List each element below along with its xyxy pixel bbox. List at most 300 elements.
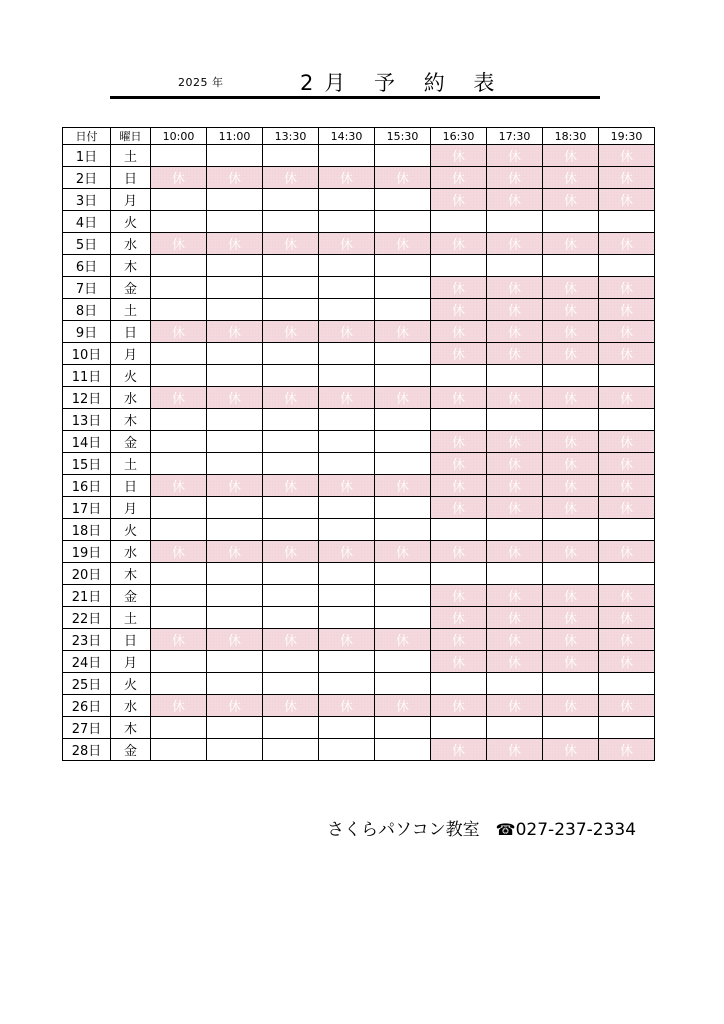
open-slot	[207, 189, 263, 211]
open-slot	[263, 651, 319, 673]
closed-slot: 休	[431, 541, 487, 563]
open-slot	[151, 189, 207, 211]
open-slot	[375, 409, 431, 431]
open-slot	[543, 717, 599, 739]
col-header-time: 18:30	[543, 128, 599, 145]
open-slot	[207, 563, 263, 585]
open-slot	[207, 299, 263, 321]
date-cell: 24日	[63, 651, 111, 673]
closed-slot: 休	[263, 387, 319, 409]
closed-slot: 休	[487, 541, 543, 563]
closed-slot: 休	[599, 585, 655, 607]
open-slot	[207, 519, 263, 541]
open-slot	[375, 651, 431, 673]
open-slot	[375, 255, 431, 277]
date-cell: 17日	[63, 497, 111, 519]
telephone-icon: ☎	[495, 820, 516, 839]
date-cell: 27日	[63, 717, 111, 739]
closed-slot: 休	[487, 299, 543, 321]
open-slot	[263, 585, 319, 607]
weekday-cell: 水	[111, 387, 151, 409]
open-slot	[375, 497, 431, 519]
open-slot	[487, 409, 543, 431]
weekday-cell: 木	[111, 717, 151, 739]
closed-slot: 休	[543, 497, 599, 519]
closed-slot: 休	[599, 387, 655, 409]
closed-slot: 休	[543, 189, 599, 211]
open-slot	[319, 607, 375, 629]
open-slot	[599, 211, 655, 233]
footer	[327, 815, 636, 840]
weekday-cell: 土	[111, 299, 151, 321]
closed-slot: 休	[487, 629, 543, 651]
open-slot	[263, 211, 319, 233]
table-row	[63, 739, 655, 761]
open-slot	[487, 519, 543, 541]
open-slot	[375, 585, 431, 607]
closed-slot: 休	[487, 189, 543, 211]
open-slot	[151, 717, 207, 739]
closed-slot: 休	[431, 629, 487, 651]
date-cell: 6日	[63, 255, 111, 277]
closed-slot: 休	[431, 475, 487, 497]
closed-slot: 休	[599, 475, 655, 497]
col-header-time: 14:30	[319, 128, 375, 145]
col-header-time: 11:00	[207, 128, 263, 145]
closed-slot: 休	[487, 651, 543, 673]
closed-slot: 休	[487, 585, 543, 607]
closed-slot: 休	[487, 431, 543, 453]
weekday-cell: 月	[111, 497, 151, 519]
open-slot	[207, 365, 263, 387]
open-slot	[487, 717, 543, 739]
table-row	[63, 365, 655, 387]
closed-slot: 休	[319, 167, 375, 189]
open-slot	[543, 255, 599, 277]
open-slot	[543, 409, 599, 431]
weekday-cell: 水	[111, 541, 151, 563]
date-cell: 13日	[63, 409, 111, 431]
closed-slot: 休	[543, 739, 599, 761]
weekday-cell: 土	[111, 453, 151, 475]
date-cell: 11日	[63, 365, 111, 387]
open-slot	[319, 299, 375, 321]
open-slot	[431, 409, 487, 431]
date-cell: 23日	[63, 629, 111, 651]
open-slot	[319, 497, 375, 519]
closed-slot: 休	[599, 167, 655, 189]
open-slot	[207, 145, 263, 167]
weekday-cell: 木	[111, 563, 151, 585]
open-slot	[319, 189, 375, 211]
open-slot	[151, 255, 207, 277]
closed-slot: 休	[543, 343, 599, 365]
weekday-cell: 金	[111, 585, 151, 607]
open-slot	[375, 145, 431, 167]
open-slot	[207, 739, 263, 761]
open-slot	[319, 277, 375, 299]
table-row	[63, 431, 655, 453]
closed-slot: 休	[151, 475, 207, 497]
closed-slot: 休	[543, 299, 599, 321]
open-slot	[263, 739, 319, 761]
closed-slot: 休	[431, 145, 487, 167]
open-slot	[319, 343, 375, 365]
open-slot	[487, 365, 543, 387]
closed-slot: 休	[263, 695, 319, 717]
weekday-cell: 土	[111, 607, 151, 629]
closed-slot: 休	[543, 629, 599, 651]
open-slot	[375, 717, 431, 739]
closed-slot: 休	[431, 695, 487, 717]
open-slot	[151, 145, 207, 167]
open-slot	[487, 211, 543, 233]
closed-slot: 休	[263, 475, 319, 497]
open-slot	[319, 145, 375, 167]
closed-slot: 休	[151, 541, 207, 563]
open-slot	[431, 519, 487, 541]
closed-slot: 休	[151, 233, 207, 255]
weekday-cell: 火	[111, 365, 151, 387]
title-underline	[110, 96, 600, 99]
open-slot	[151, 211, 207, 233]
date-cell: 26日	[63, 695, 111, 717]
date-cell: 9日	[63, 321, 111, 343]
open-slot	[599, 673, 655, 695]
col-header-time: 10:00	[151, 128, 207, 145]
phone-number: 027-237-2334	[515, 820, 637, 840]
open-slot	[599, 519, 655, 541]
weekday-cell: 火	[111, 211, 151, 233]
open-slot	[151, 409, 207, 431]
open-slot	[319, 431, 375, 453]
table-row	[63, 563, 655, 585]
open-slot	[543, 563, 599, 585]
closed-slot: 休	[543, 321, 599, 343]
closed-slot: 休	[599, 277, 655, 299]
open-slot	[375, 739, 431, 761]
closed-slot: 休	[375, 387, 431, 409]
open-slot	[263, 365, 319, 387]
closed-slot: 休	[543, 607, 599, 629]
closed-slot: 休	[599, 233, 655, 255]
table-row	[63, 145, 655, 167]
weekday-cell: 日	[111, 167, 151, 189]
closed-slot: 休	[543, 145, 599, 167]
weekday-cell: 月	[111, 189, 151, 211]
closed-slot: 休	[431, 189, 487, 211]
date-cell: 8日	[63, 299, 111, 321]
open-slot	[151, 453, 207, 475]
closed-slot: 休	[599, 497, 655, 519]
date-cell: 20日	[63, 563, 111, 585]
open-slot	[375, 189, 431, 211]
closed-slot: 休	[431, 277, 487, 299]
closed-slot: 休	[487, 695, 543, 717]
weekday-cell: 木	[111, 255, 151, 277]
open-slot	[263, 299, 319, 321]
closed-slot: 休	[599, 431, 655, 453]
date-cell: 19日	[63, 541, 111, 563]
date-cell: 2日	[63, 167, 111, 189]
weekday-cell: 火	[111, 519, 151, 541]
open-slot	[263, 453, 319, 475]
date-cell: 14日	[63, 431, 111, 453]
closed-slot: 休	[431, 497, 487, 519]
weekday-cell: 日	[111, 475, 151, 497]
open-slot	[599, 255, 655, 277]
open-slot	[151, 431, 207, 453]
date-cell: 1日	[63, 145, 111, 167]
table-row	[63, 189, 655, 211]
open-slot	[263, 409, 319, 431]
table-row	[63, 255, 655, 277]
closed-slot: 休	[431, 651, 487, 673]
open-slot	[263, 431, 319, 453]
open-slot	[431, 365, 487, 387]
open-slot	[207, 431, 263, 453]
open-slot	[599, 409, 655, 431]
closed-slot: 休	[599, 321, 655, 343]
table-row	[63, 211, 655, 233]
closed-slot: 休	[431, 739, 487, 761]
closed-slot: 休	[487, 145, 543, 167]
open-slot	[319, 453, 375, 475]
closed-slot: 休	[319, 541, 375, 563]
open-slot	[431, 563, 487, 585]
open-slot	[319, 409, 375, 431]
open-slot	[543, 519, 599, 541]
closed-slot: 休	[431, 343, 487, 365]
col-header-weekday: 曜日	[111, 128, 151, 145]
closed-slot: 休	[599, 145, 655, 167]
school-name: さくらパソコン教室	[327, 820, 480, 840]
open-slot	[319, 211, 375, 233]
closed-slot: 休	[207, 695, 263, 717]
closed-slot: 休	[207, 629, 263, 651]
closed-slot: 休	[151, 167, 207, 189]
weekday-cell: 火	[111, 673, 151, 695]
open-slot	[319, 585, 375, 607]
open-slot	[375, 343, 431, 365]
open-slot	[151, 497, 207, 519]
closed-slot: 休	[151, 321, 207, 343]
open-slot	[599, 365, 655, 387]
closed-slot: 休	[487, 475, 543, 497]
closed-slot: 休	[487, 167, 543, 189]
open-slot	[151, 563, 207, 585]
closed-slot: 休	[207, 167, 263, 189]
open-slot	[375, 365, 431, 387]
closed-slot: 休	[543, 233, 599, 255]
table-row	[63, 475, 655, 497]
weekday-cell: 木	[111, 409, 151, 431]
closed-slot: 休	[263, 233, 319, 255]
closed-slot: 休	[599, 299, 655, 321]
table-row	[63, 299, 655, 321]
open-slot	[151, 519, 207, 541]
open-slot	[263, 189, 319, 211]
closed-slot: 休	[319, 233, 375, 255]
page-title: 2月 予 約 表	[300, 71, 506, 95]
closed-slot: 休	[207, 233, 263, 255]
open-slot	[375, 673, 431, 695]
closed-slot: 休	[599, 541, 655, 563]
closed-slot: 休	[151, 387, 207, 409]
table-row	[63, 321, 655, 343]
open-slot	[207, 453, 263, 475]
closed-slot: 休	[599, 453, 655, 475]
date-cell: 16日	[63, 475, 111, 497]
closed-slot: 休	[375, 321, 431, 343]
closed-slot: 休	[263, 629, 319, 651]
date-cell: 22日	[63, 607, 111, 629]
weekday-cell: 日	[111, 321, 151, 343]
open-slot	[151, 585, 207, 607]
table-row	[63, 343, 655, 365]
closed-slot: 休	[431, 431, 487, 453]
closed-slot: 休	[543, 167, 599, 189]
table-row	[63, 233, 655, 255]
table-row	[63, 585, 655, 607]
open-slot	[207, 717, 263, 739]
open-slot	[263, 673, 319, 695]
open-slot	[263, 255, 319, 277]
closed-slot: 休	[487, 497, 543, 519]
open-slot	[319, 717, 375, 739]
closed-slot: 休	[487, 277, 543, 299]
closed-slot: 休	[375, 695, 431, 717]
open-slot	[151, 299, 207, 321]
closed-slot: 休	[207, 321, 263, 343]
closed-slot: 休	[263, 541, 319, 563]
open-slot	[263, 607, 319, 629]
open-slot	[319, 739, 375, 761]
closed-slot: 休	[151, 629, 207, 651]
weekday-cell: 金	[111, 431, 151, 453]
open-slot	[487, 563, 543, 585]
open-slot	[375, 607, 431, 629]
table-row	[63, 541, 655, 563]
open-slot	[151, 739, 207, 761]
open-slot	[263, 519, 319, 541]
col-header-time: 19:30	[599, 128, 655, 145]
closed-slot: 休	[431, 387, 487, 409]
open-slot	[543, 211, 599, 233]
closed-slot: 休	[599, 739, 655, 761]
closed-slot: 休	[599, 607, 655, 629]
closed-slot: 休	[543, 475, 599, 497]
closed-slot: 休	[431, 453, 487, 475]
closed-slot: 休	[375, 629, 431, 651]
weekday-cell: 金	[111, 277, 151, 299]
closed-slot: 休	[207, 387, 263, 409]
date-cell: 25日	[63, 673, 111, 695]
closed-slot: 休	[263, 321, 319, 343]
date-cell: 10日	[63, 343, 111, 365]
open-slot	[431, 255, 487, 277]
table-row	[63, 695, 655, 717]
col-header-date: 日付	[63, 128, 111, 145]
weekday-cell: 月	[111, 343, 151, 365]
open-slot	[599, 717, 655, 739]
closed-slot: 休	[487, 233, 543, 255]
closed-slot: 休	[543, 453, 599, 475]
closed-slot: 休	[543, 585, 599, 607]
table-row	[63, 717, 655, 739]
weekday-cell: 金	[111, 739, 151, 761]
closed-slot: 休	[375, 233, 431, 255]
open-slot	[207, 343, 263, 365]
weekday-cell: 水	[111, 695, 151, 717]
closed-slot: 休	[431, 607, 487, 629]
date-cell: 4日	[63, 211, 111, 233]
open-slot	[151, 673, 207, 695]
open-slot	[375, 563, 431, 585]
closed-slot: 休	[487, 343, 543, 365]
closed-slot: 休	[487, 739, 543, 761]
closed-slot: 休	[263, 167, 319, 189]
closed-slot: 休	[375, 541, 431, 563]
closed-slot: 休	[319, 387, 375, 409]
weekday-cell: 月	[111, 651, 151, 673]
reservation-table	[62, 127, 655, 761]
closed-slot: 休	[207, 475, 263, 497]
closed-slot: 休	[375, 475, 431, 497]
closed-slot: 休	[319, 321, 375, 343]
closed-slot: 休	[543, 277, 599, 299]
open-slot	[207, 607, 263, 629]
table-row	[63, 277, 655, 299]
date-cell: 15日	[63, 453, 111, 475]
date-cell: 3日	[63, 189, 111, 211]
closed-slot: 休	[487, 387, 543, 409]
open-slot	[207, 409, 263, 431]
date-cell: 18日	[63, 519, 111, 541]
open-slot	[263, 497, 319, 519]
open-slot	[151, 343, 207, 365]
open-slot	[599, 563, 655, 585]
closed-slot: 休	[375, 167, 431, 189]
closed-slot: 休	[207, 541, 263, 563]
closed-slot: 休	[599, 343, 655, 365]
open-slot	[431, 673, 487, 695]
closed-slot: 休	[543, 431, 599, 453]
open-slot	[375, 211, 431, 233]
table-row	[63, 651, 655, 673]
open-slot	[431, 211, 487, 233]
date-cell: 5日	[63, 233, 111, 255]
closed-slot: 休	[319, 695, 375, 717]
open-slot	[319, 651, 375, 673]
weekday-cell: 土	[111, 145, 151, 167]
closed-slot: 休	[543, 387, 599, 409]
open-slot	[319, 365, 375, 387]
closed-slot: 休	[431, 321, 487, 343]
open-slot	[543, 365, 599, 387]
open-slot	[151, 651, 207, 673]
closed-slot: 休	[543, 695, 599, 717]
open-slot	[207, 673, 263, 695]
col-header-time: 17:30	[487, 128, 543, 145]
open-slot	[487, 673, 543, 695]
date-cell: 7日	[63, 277, 111, 299]
open-slot	[151, 607, 207, 629]
closed-slot: 休	[431, 585, 487, 607]
date-cell: 28日	[63, 739, 111, 761]
open-slot	[375, 453, 431, 475]
closed-slot: 休	[599, 189, 655, 211]
